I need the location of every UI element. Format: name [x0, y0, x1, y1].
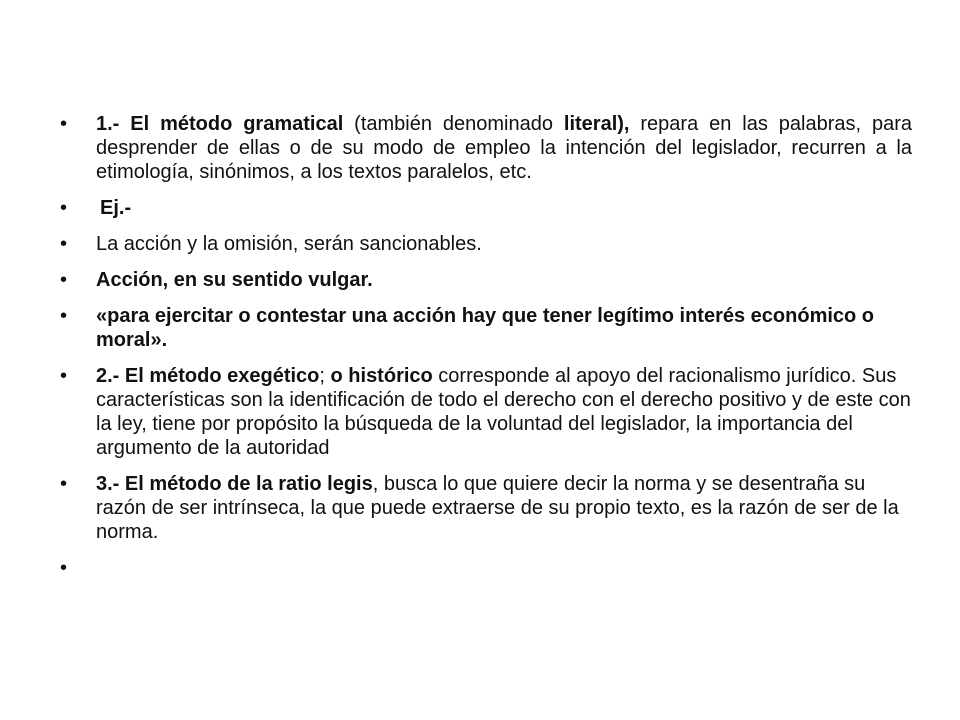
bullet-example-label [60, 196, 912, 220]
literal-term: literal), [563, 113, 630, 135]
bullet-icon: • [60, 197, 68, 219]
example-label: Ej.- [100, 197, 132, 219]
bullet-list [60, 112, 912, 579]
gramatical-method-text-1: (también denominado [343, 113, 564, 135]
bullet-icon: • [60, 557, 68, 579]
bullet-icon: • [60, 473, 68, 495]
bullet-action-omission [60, 232, 912, 256]
ratio-legis-text: , busca lo que quiere decir la norma y se desentraña su razón de ser intrínseca, la que puede extraerse de su propio texto, es la razón de ser de la norma. [96, 473, 899, 543]
bullet-icon: • [60, 365, 68, 387]
bullet-ratio-legis-method [60, 472, 912, 544]
quote-text: «para ejercitar o contestar una acción hay que tener legítimo interés económico o moral». [96, 305, 875, 351]
ratio-legis-title: 3.- El método de la ratio legis [96, 473, 373, 495]
bullet-gramatical-method [60, 112, 912, 184]
gramatical-method-text-2: repara en las palabras, para desprender de ellas o de su modo de empleo la intención del legislador, recurren a la etimología, sinónimos, a los textos paralelos, etc. [96, 113, 912, 183]
exegetic-method-text: corresponde al apoyo del racionalismo jurídico. Sus características son la identificación de todo el derecho con el derecho positivo y de este con la ley, tiene por propósito la búsqueda de la voluntad del legislador, la importancia del argumento de la autoridad [96, 365, 911, 459]
bullet-exegetic-method [60, 364, 912, 460]
bullet-icon: • [60, 233, 68, 255]
historic-term: o histórico [330, 365, 433, 387]
bullet-action-vulgar [60, 268, 912, 292]
gramatical-method-title: 1.- El método gramatical [96, 113, 344, 135]
exegetic-method-title: 2.- El método exegético [96, 365, 320, 387]
bullet-icon: • [60, 305, 68, 327]
action-vulgar-text: Acción, en su sentido vulgar. [96, 269, 373, 291]
bullet-icon: • [60, 113, 68, 135]
bullet-quote [60, 304, 912, 352]
exegetic-separator: ; [319, 365, 331, 387]
bullet-icon: • [60, 269, 68, 291]
action-omission-text: La acción y la omisión, serán sancionables. [96, 233, 482, 255]
